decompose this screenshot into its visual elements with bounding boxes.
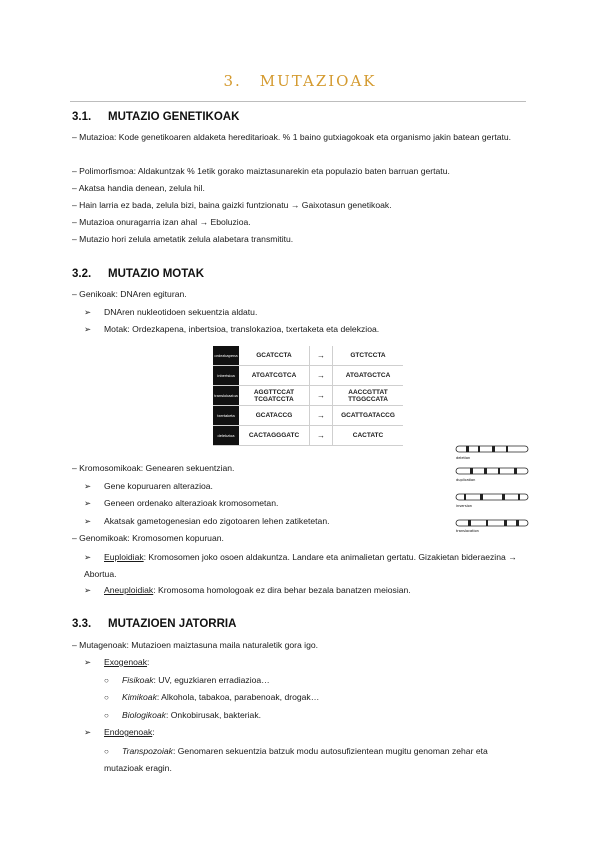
paragraph: – Polimorfismoa: Aldakuntzak % 1etik gorako maiztasunarekin eta populazio baten barruan gertatu. bbox=[72, 166, 450, 176]
arrow-icon: → bbox=[310, 426, 333, 446]
list-item: ➢ Gene kopuruaren alterazioa. bbox=[84, 481, 213, 491]
section-heading-3-2: 3.2. MUTAZIO MOTAK bbox=[72, 268, 205, 280]
chromo-label: inversion bbox=[456, 504, 473, 508]
list-item: ➢ Geneen ordenako alterazioak kromosometan. bbox=[84, 498, 279, 508]
section-heading-3-1: 3.1. MUTAZIO GENETIKOAK bbox=[72, 111, 240, 123]
circle-bullet-icon: ○ bbox=[104, 747, 109, 756]
paragraph: – Genomikoak: Kromosomen kopuruan. bbox=[72, 533, 224, 543]
list-item: ➢ Exogenoak: bbox=[84, 657, 150, 667]
chromosome-duplication bbox=[456, 468, 528, 482]
chromosome-deletion bbox=[456, 446, 528, 460]
arrow-bullet-icon: ➢ bbox=[84, 481, 92, 491]
chromo-label: translocation bbox=[456, 529, 479, 533]
arrow-bullet-icon: ➢ bbox=[84, 585, 92, 595]
list-item: ➢ DNAren nukleotidoen sekuentzia aldatu. bbox=[84, 307, 258, 317]
paragraph: – Mutazio hori zelula ametatik zelula alabetara transmititu. bbox=[72, 234, 294, 244]
paragraph: – Hain larria ez bada, zelula bizi, baina gaizki funtzionatu → Gaixotasun genetikoak. bbox=[72, 200, 392, 210]
section-heading-3-3: 3.3. MUTAZIOEN JATORRIA bbox=[72, 618, 237, 630]
arrow-icon: → bbox=[310, 406, 333, 426]
arrow-icon: → bbox=[310, 346, 333, 366]
list-item: ➢ Aneuploidiak: Kromosoma homologoak ez dira behar bezala banatzen meiosian. bbox=[84, 585, 411, 595]
circle-bullet-icon: ○ bbox=[104, 711, 109, 720]
euploidiak-term: Euploidiak bbox=[104, 552, 144, 562]
arrow-bullet-icon: ➢ bbox=[84, 657, 92, 667]
chromosome-mutations-figure bbox=[454, 444, 530, 534]
table-row: txertaketa GCATACCG → GCATTGATACCG bbox=[213, 406, 403, 426]
title-number: 3. bbox=[223, 72, 242, 90]
list-item: ○ Fisikoak: UV, eguzkiaren erradiazioa… bbox=[104, 675, 270, 685]
arrow-bullet-icon: ➢ bbox=[84, 552, 92, 562]
list-item: ○ Kimikoak: Alkohola, tabakoa, parabenoak, drogak… bbox=[104, 692, 320, 702]
aneuploidiak-term: Aneuploidiak bbox=[104, 585, 154, 595]
arrow-bullet-icon: ➢ bbox=[84, 516, 92, 526]
arrow-bullet-icon: ➢ bbox=[84, 498, 92, 508]
paragraph: – Genikoak: DNAren egituran. bbox=[72, 289, 187, 299]
table-row: delekzioa CACTAGGGATC → CACTATC bbox=[213, 426, 403, 446]
list-item: ○ Transpozoiak: Genomaren sekuentzia batzuk modu autosufizientean mugitu genoman zehar eta mutazioak eragin. bbox=[104, 743, 528, 777]
title-text: MUTAZIOAK bbox=[259, 72, 377, 90]
paragraph: – Akatsa handia denean, zelula hil. bbox=[72, 183, 205, 193]
chromosome-inversion bbox=[456, 494, 528, 508]
paragraph: – Mutazioa: Kode genetikoaren aldaketa hereditarioak. % 1 baino gutxiagokoak eta organismo jakin batean gertatu. bbox=[72, 132, 512, 142]
list-item: ➢ Motak: Ordezkapena, inbertsioa, translokazioa, txertaketa eta delekzioa. bbox=[84, 324, 380, 334]
chromo-label: deletion bbox=[456, 456, 471, 460]
arrow-icon: → bbox=[310, 386, 333, 406]
chromo-label: duplication bbox=[456, 478, 476, 482]
arrow-bullet-icon: ➢ bbox=[84, 307, 92, 317]
table-row: translokazioa AGGTTCCAT TCGATCCTA → AACCGTTAT TTGGCCATA bbox=[213, 386, 403, 406]
paragraph: – Mutagenoak: Mutazioen maiztasuna maila naturaletik gora igo. bbox=[72, 640, 319, 650]
arrow-icon: → bbox=[310, 366, 333, 386]
table-row: inbertsioa ATGATCGTCA → ATGATGCTCA bbox=[213, 366, 403, 386]
circle-bullet-icon: ○ bbox=[104, 693, 109, 702]
mutation-types-table bbox=[213, 346, 403, 446]
title-divider bbox=[70, 101, 526, 102]
circle-bullet-icon: ○ bbox=[104, 676, 109, 685]
arrow-bullet-icon: ➢ bbox=[84, 324, 92, 334]
table-row: ordezkapena GCATCCTA → GTCTCCTA bbox=[213, 346, 403, 366]
paragraph: – Mutazioa onuragarria izan ahal → Eboluzioa. bbox=[72, 217, 251, 227]
chromosome-translocation bbox=[456, 520, 528, 533]
list-item: ➢ Euploidiak: Kromosomen joko osoen aldakuntza. Landare eta animalietan gertatu. Gizakietan bideraezina → Abortua. bbox=[84, 549, 528, 583]
paragraph: – Kromosomikoak: Genearen sekuentzian. bbox=[72, 463, 235, 473]
page-title bbox=[0, 72, 600, 90]
list-item: ➢ Endogenoak: bbox=[84, 727, 155, 737]
list-item: ➢ Akatsak gametogenesian edo zigotoaren lehen zatiketetan. bbox=[84, 516, 330, 526]
arrow-bullet-icon: ➢ bbox=[84, 727, 92, 737]
list-item: ○ Biologikoak: Onkobirusak, bakteriak. bbox=[104, 710, 262, 720]
